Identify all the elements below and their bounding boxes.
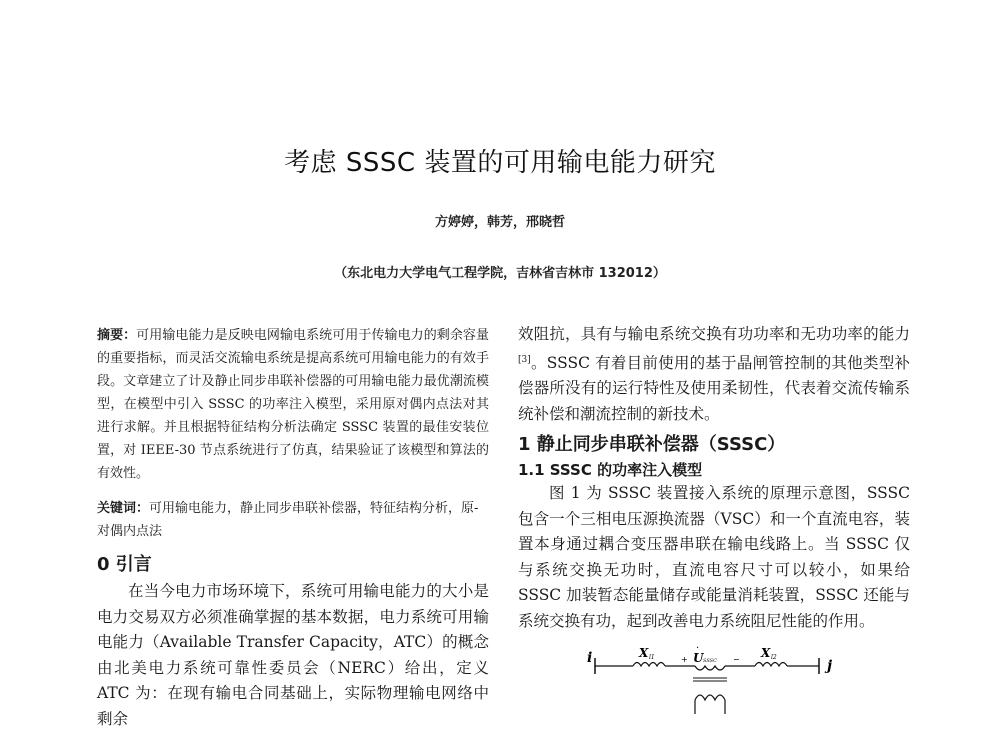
section-0-heading: 0 引言 [97, 554, 152, 575]
abstract [97, 324, 489, 485]
abstract-label: 摘要： [97, 328, 137, 343]
paper-title: 考虑 SSSC 装置的可用输电能力研究 [284, 148, 716, 178]
minus-sign: − [733, 655, 740, 664]
voltage-label: U [693, 651, 704, 665]
continued-text-a: 效阻抗，具有与输电系统交换有功功率和无功功率的能力 [518, 325, 910, 343]
abstract-text: 可用输电能力是反映电网输电系统可用于传输电力的剩余容量的重要指标，而灵活交流输电系统是提高系统可用输电能力的有效手段。文章建立了计及静止同步串联补偿器的可用输电能力最优潮流模型，在模型中引入 SSSC 的功率注入模型，采用原对偶内点法对其进行求解。并且根据特征结构分析法确定 SSSC 装置的最佳安装位置，对 IEEE-30 节点系统进行了仿真，结果验证了该模型和算法的有效性。 [97, 328, 489, 481]
section-0-paragraph: 在当今电力市场环境下，系统可用输电能力的大小是电力交易双方必须准确掌握的基本数据，电力系统可用输电能力（Available Transfer Capacity，ATC）的概念由北美电力系统可靠性委员会（NERC）给出，定义 ATC 为：在现有输电合同基础上，实际物理输电网络中剩余 [97, 582, 489, 728]
citation-ref: [3] [518, 354, 531, 365]
node-j-label: j [827, 658, 833, 674]
keywords-label: 关键词： [97, 501, 150, 516]
reactance-left-sub: l1 [649, 654, 655, 661]
subsection-1-1-heading: 1.1 SSSC 的功率注入模型 [518, 461, 703, 480]
keywords-text: 可用输电能力，静止同步串联补偿器，特征结构分析，原-对偶内点法 [97, 501, 479, 539]
keywords [97, 497, 489, 543]
node-i-label: i [587, 650, 593, 666]
affiliation: （东北电力大学电气工程学院，吉林省吉林市 132012） [334, 266, 666, 281]
reactance-right-sub: l2 [771, 654, 777, 661]
authors: 方婷婷，韩芳，邢晓哲 [434, 215, 565, 230]
sssc-circuit-figure [583, 644, 843, 714]
section-1-heading: 1 静止同步串联补偿器（SSSC） [518, 434, 786, 456]
left-column [97, 318, 489, 732]
reactance-left-label: X [639, 646, 649, 660]
section-1-1-paragraph: 图 1 为 SSSC 装置接入系统的原理示意图，SSSC 包含一个三相电压源换流器（VSC）和一个直流电容，装置本身通过耦合变压器串联在输电线路上。当 SSSC 仅与系统交换无功时，直流电容尺寸可以较小，如果给 SSSC 加装暂态能量储存或能量消耗装置，SSSC 还能与系统交换有功，起到改善电力系统阻尼性能的作用。 [518, 484, 910, 630]
plus-sign: + [681, 655, 688, 664]
right-column [518, 322, 910, 634]
continued-paragraph [518, 322, 910, 427]
reactance-right-label: X [761, 646, 771, 660]
continued-text-b: 。SSSC 有着目前使用的基于晶闸管控制的其他类型补偿器所没有的运行特性及使用柔韧性，代表着交流传输系统补偿和潮流控制的新技术。 [518, 353, 910, 423]
voltage-sub: SSSC [703, 658, 717, 664]
voltage-dot: · [696, 644, 700, 654]
